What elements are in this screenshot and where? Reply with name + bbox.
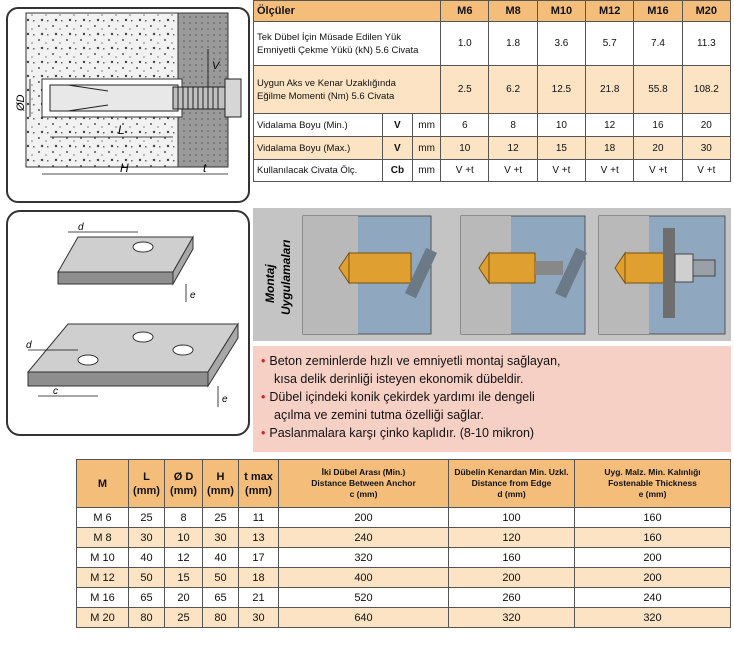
specs-symbol: Cb — [382, 160, 412, 182]
bullet: • — [261, 426, 266, 440]
table-cell: 18 — [239, 568, 279, 588]
table-cell: M 10 — [77, 548, 129, 568]
montage-title-line2: Uygulamaları — [279, 239, 293, 315]
plate-e-label-top: e — [190, 290, 196, 301]
table-cell: 320 — [449, 608, 575, 628]
dims-header: M — [77, 460, 129, 508]
table-cell: 50 — [203, 568, 239, 588]
table-cell: 160 — [575, 508, 731, 528]
montage-step-2 — [461, 216, 587, 334]
feature-line: kısa delik derinliği isteyen ekonomik dübeldir. — [274, 372, 524, 386]
anchor-diagram-panel — [6, 7, 250, 203]
table-cell: 10 — [165, 528, 203, 548]
hole-bottom-2 — [133, 332, 153, 342]
specs-cell: 3.6 — [537, 22, 585, 66]
specs-cell: 10 — [537, 114, 585, 137]
hole-bottom-3 — [173, 345, 193, 355]
specs-header-label: Ölçüler — [254, 1, 441, 22]
dim-l-label: L — [118, 123, 125, 137]
specs-unit: mm — [412, 160, 440, 182]
table-cell: 200 — [279, 508, 449, 528]
specs-row-label: Vidalama Boyu (Min.) — [254, 114, 383, 137]
specs-cell: 20 — [682, 114, 730, 137]
bullet: • — [261, 354, 266, 368]
specs-cell: 1.0 — [441, 22, 489, 66]
table-cell: M 16 — [77, 588, 129, 608]
table-cell: 200 — [575, 568, 731, 588]
dimensions-table — [76, 459, 731, 628]
table-cell: 160 — [449, 548, 575, 568]
specs-row-label: Vidalama Boyu (Max.) — [254, 137, 383, 160]
specs-cell: 12.5 — [537, 66, 585, 114]
table-cell: 30 — [203, 528, 239, 548]
specs-cell: 30 — [682, 137, 730, 160]
montage-step-3 — [599, 216, 725, 334]
table-cell: 200 — [449, 568, 575, 588]
table-cell: 40 — [129, 548, 165, 568]
specs-row-label — [254, 22, 441, 66]
table-row — [77, 608, 731, 628]
anchor-cross-section — [8, 9, 248, 201]
info-box — [253, 346, 731, 452]
table-cell: 21 — [239, 588, 279, 608]
table-cell: 20 — [165, 588, 203, 608]
specs-label-line: Uygun Aks ve Kenar Uzaklığında — [257, 77, 396, 89]
table-cell: 30 — [239, 608, 279, 628]
montage-title — [258, 215, 296, 333]
dim-d-label: ØD — [15, 94, 27, 111]
specs-cell: 2.5 — [441, 66, 489, 114]
hole-top — [133, 242, 153, 252]
dims-header: L (mm) — [129, 460, 165, 508]
specs-cell: 8 — [489, 114, 537, 137]
specs-row-screw-min — [254, 114, 731, 137]
specs-cell: 10 — [441, 137, 489, 160]
table-cell: 240 — [279, 528, 449, 548]
specs-cell: 12 — [586, 114, 634, 137]
specs-row-screw-max — [254, 137, 731, 160]
table-cell: M 12 — [77, 568, 129, 588]
specs-row-label: Kullanılacak Civata Ölç. — [254, 160, 383, 182]
specs-cell: 15 — [537, 137, 585, 160]
table-cell: 25 — [129, 508, 165, 528]
table-cell: 240 — [575, 588, 731, 608]
specs-header-size: M6 — [441, 1, 489, 22]
specs-symbol: V — [382, 137, 412, 160]
table-cell: 11 — [239, 508, 279, 528]
plate-diagram-panel — [6, 210, 250, 436]
specs-label-line: Emniyetli Çekme Yükü (kN) 5.6 Civata — [257, 44, 419, 56]
dim-t-label: t — [203, 161, 207, 175]
specs-row-label — [254, 66, 441, 114]
table-row — [77, 568, 731, 588]
specs-cell: V +t — [586, 160, 634, 182]
specs-header-row — [254, 1, 731, 22]
dims-header-row — [77, 460, 731, 508]
table-row — [77, 508, 731, 528]
table-cell: 640 — [279, 608, 449, 628]
feature-list — [253, 346, 731, 442]
feature-item — [261, 424, 731, 442]
table-cell: 520 — [279, 588, 449, 608]
table-cell: 65 — [203, 588, 239, 608]
feature-item — [261, 388, 731, 424]
table-cell: 25 — [203, 508, 239, 528]
table-cell: 200 — [575, 548, 731, 568]
table-cell: 320 — [575, 608, 731, 628]
table-cell: 260 — [449, 588, 575, 608]
dims-header: t max (mm) — [239, 460, 279, 508]
dims-body — [77, 508, 731, 628]
anchor-sleeve — [50, 85, 178, 111]
specs-cell: 7.4 — [634, 22, 682, 66]
table-cell: M 6 — [77, 508, 129, 528]
table-cell: 160 — [575, 528, 731, 548]
dim-v-label: V — [212, 60, 220, 72]
specs-table — [253, 0, 731, 182]
specs-cell: 55.8 — [634, 66, 682, 114]
table-row — [77, 528, 731, 548]
table-cell: 100 — [449, 508, 575, 528]
table-cell: 400 — [279, 568, 449, 588]
table-cell: 12 — [165, 548, 203, 568]
dims-header: H (mm) — [203, 460, 239, 508]
table-cell: 17 — [239, 548, 279, 568]
specs-unit: mm — [412, 114, 440, 137]
specs-cell: 21.8 — [586, 66, 634, 114]
specs-row-bolt-size — [254, 160, 731, 182]
plate-d-label-bottom: d — [26, 340, 32, 351]
specs-header-size: M10 — [537, 1, 585, 22]
specs-cell: 12 — [489, 137, 537, 160]
specs-label-line: Eğilme Momenti (Nm) 5.6 Civata — [257, 90, 395, 102]
table-cell: 40 — [203, 548, 239, 568]
table-cell: 25 — [165, 608, 203, 628]
specs-header-size: M20 — [682, 1, 730, 22]
table-cell: 15 — [165, 568, 203, 588]
specs-cell: 20 — [634, 137, 682, 160]
specs-cell: 11.3 — [682, 22, 730, 66]
table-cell: 50 — [129, 568, 165, 588]
bolt-thread — [173, 87, 225, 109]
specs-cell: V +t — [634, 160, 682, 182]
plate-spacing-diagram — [8, 212, 248, 434]
specs-symbol: V — [382, 114, 412, 137]
specs-cell: V +t — [489, 160, 537, 182]
specs-cell: 1.8 — [489, 22, 537, 66]
specs-label-line: Tek Dübel İçin Müsade Edilen Yük — [257, 31, 401, 43]
feature-line: Dübel içindeki konik çekirdek yardımı ile dengeli — [269, 390, 535, 404]
specs-cell: V +t — [537, 160, 585, 182]
table-cell: 80 — [129, 608, 165, 628]
bolt-nut — [225, 79, 241, 117]
bullet: • — [261, 390, 266, 404]
specs-row-moment — [254, 66, 731, 114]
specs-cell: V +t — [682, 160, 730, 182]
specs-header-size: M16 — [634, 1, 682, 22]
dims-header: Uyg. Malz. Min. Kalınlığı Fostenable Thickness e (mm) — [575, 460, 731, 508]
specs-cell: 6.2 — [489, 66, 537, 114]
table-cell: 13 — [239, 528, 279, 548]
specs-cell: 18 — [586, 137, 634, 160]
dims-header: Dübelin Kenardan Min. Uzkl. Distance from Edge d (mm) — [449, 460, 575, 508]
plate-e-label-bottom: e — [222, 394, 228, 405]
table-cell: 8 — [165, 508, 203, 528]
specs-unit: mm — [412, 137, 440, 160]
dims-header: Ø D (mm) — [165, 460, 203, 508]
montage-strip — [253, 208, 731, 341]
montage-illustrations — [253, 208, 731, 341]
feature-line: açılma ve zemini tutma özelliği sağlar. — [274, 408, 484, 422]
table-cell: M 8 — [77, 528, 129, 548]
dims-header: İki Dübel Arası (Min.) Distance Between Anchor c (mm) — [279, 460, 449, 508]
dim-h-label: H — [120, 161, 129, 175]
specs-cell: V +t — [441, 160, 489, 182]
table-cell: 65 — [129, 588, 165, 608]
table-cell: 30 — [129, 528, 165, 548]
specs-cell: 6 — [441, 114, 489, 137]
table-cell: 80 — [203, 608, 239, 628]
specs-cell: 108.2 — [682, 66, 730, 114]
table-cell: 120 — [449, 528, 575, 548]
specs-header-size: M12 — [586, 1, 634, 22]
feature-item — [261, 352, 731, 388]
specs-cell: 5.7 — [586, 22, 634, 66]
table-row — [77, 548, 731, 568]
plate-d-label-top: d — [78, 222, 84, 233]
hole-bottom-1 — [78, 355, 98, 365]
plate-c-label: c — [53, 386, 58, 397]
montage-step-1 — [303, 216, 437, 334]
specs-header-size: M8 — [489, 1, 537, 22]
table-cell: M 20 — [77, 608, 129, 628]
table-row — [77, 588, 731, 608]
feature-line: Paslanmalara karşı çinko kaplıdır. (8-10 mikron) — [269, 426, 535, 440]
specs-cell: 16 — [634, 114, 682, 137]
table-cell: 320 — [279, 548, 449, 568]
feature-line: Beton zeminlerde hızlı ve emniyetli montaj sağlayan, — [269, 354, 561, 368]
specs-row-tensile — [254, 22, 731, 66]
montage-title-line1: Montaj — [263, 264, 277, 303]
